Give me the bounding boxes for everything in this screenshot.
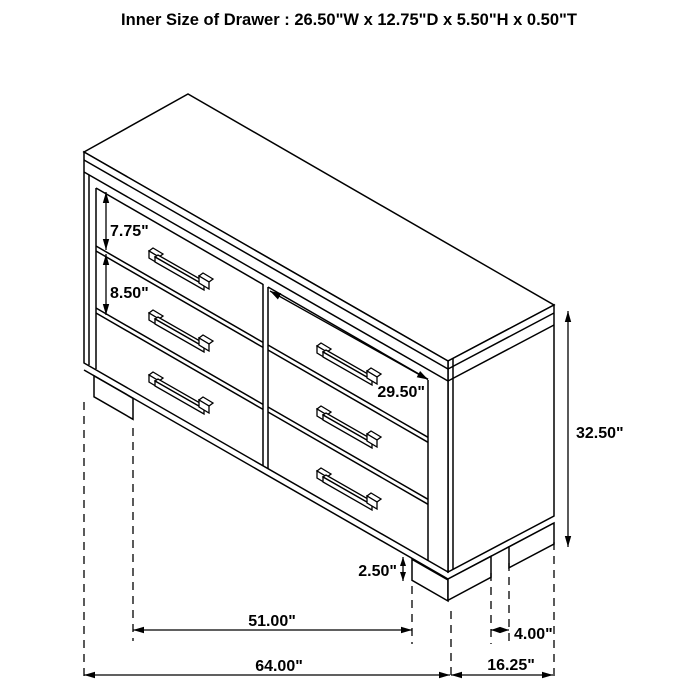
dim-label-64-00: 64.00": [255, 658, 303, 675]
diagram-title: Inner Size of Drawer : 26.50"W x 12.75"D x 5.50"H x 0.50"T: [121, 11, 577, 29]
dim-label-2-50: 2.50": [358, 563, 397, 580]
dim-label-4-00: 4.00": [514, 626, 553, 643]
dim-width-between-legs: [133, 613, 412, 633]
dim-label-8-50: 8.50": [110, 285, 149, 302]
dim-label-7-75: 7.75": [110, 223, 149, 240]
dim-overall-depth: [451, 657, 553, 678]
dresser-body: [84, 94, 554, 601]
dim-leg-depth: [491, 626, 553, 643]
dim-label-51-00: 51.00": [248, 613, 296, 630]
dim-label-32-50: 32.50": [576, 425, 624, 442]
dim-leg-height: [358, 557, 406, 581]
dim-overall-height: [565, 311, 624, 547]
dim-label-16-25: 16.25": [487, 657, 535, 674]
dim-label-29-50: 29.50": [377, 384, 425, 401]
dim-overall-width: [84, 658, 450, 678]
